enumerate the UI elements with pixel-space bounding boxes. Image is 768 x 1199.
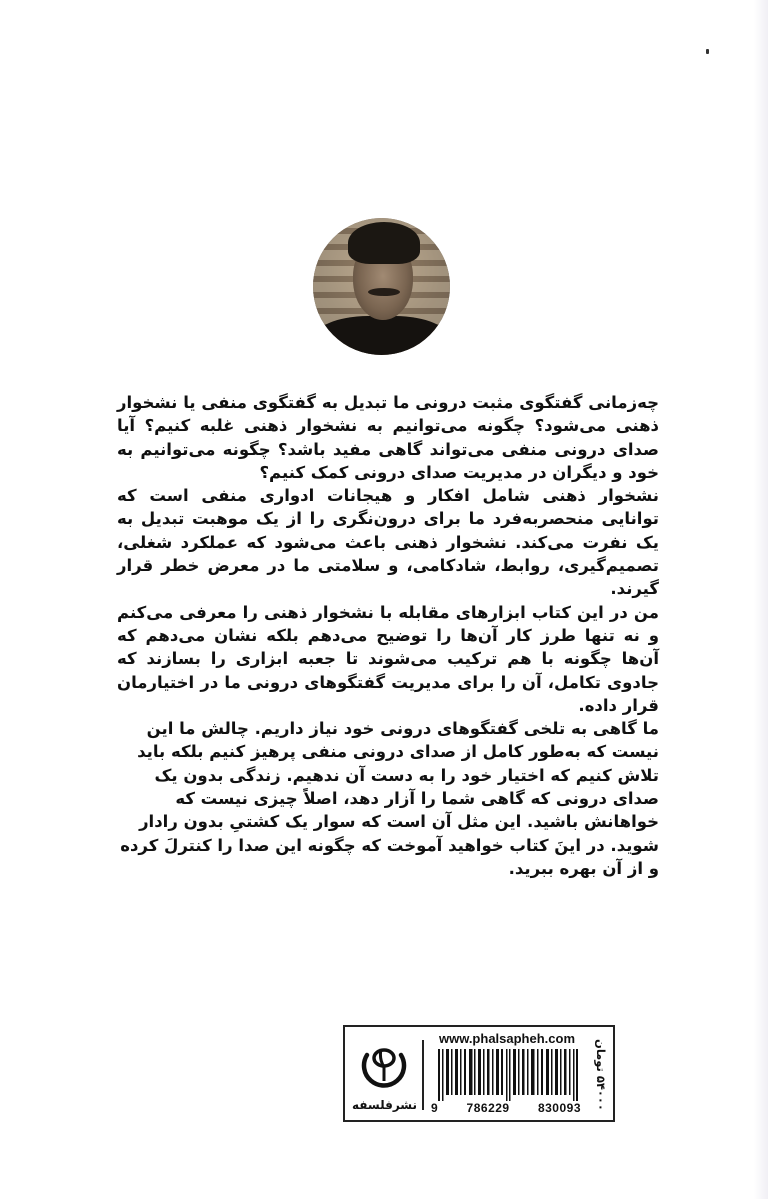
- page-edge-shadow: [754, 0, 768, 1199]
- photo-shoulders: [313, 316, 450, 355]
- price-label: [591, 1035, 611, 1115]
- isbn-number: [431, 1101, 581, 1115]
- isbn-barcode: [438, 1049, 578, 1101]
- photo-mustache: [368, 288, 400, 296]
- isbn-prefix: 9: [431, 1101, 439, 1115]
- photo-hair: [348, 222, 420, 264]
- blurb-paragraph-3: من در این کتاب ابزارهای مقابله با نشخوار ذهنی را معرفی می‌کنم و نه تنها طرز کار آن‌ها را توضیح می‌دهم بلکه نشان می‌دهم که آن‌ها چگونه با هم ترکیب می‌شوند تا جعبه ابزاری را بسازند که جادوی تکامل، آن را برای مدیریت گفتگوهای درونی ما در اختیارمان قرار داده.: [117, 602, 659, 715]
- publisher-logo-icon: [359, 1041, 409, 1091]
- box-separator: [422, 1040, 424, 1110]
- print-speck: [706, 49, 709, 54]
- price-text: ۵۴۰۰۰ تومان: [594, 1039, 608, 1111]
- publisher-name: نشرفلسفه: [351, 1098, 417, 1112]
- author-photo: [313, 218, 450, 355]
- blurb-paragraph-2: نشخوار ذهنی شامل افکار و هیجانات ادواری منفی است که توانایی منحصربه‌فرد ما برای درون‌نگری را از یک موهبت تبدیل به یک نفرت می‌کند. نشخوار ذهنی باعث می‌شود که عملکرد شغلی، تصمیم‌گیری، روابط، شادکامی، و سلامتی ما در معرض خطر قرار گیرند.: [117, 486, 659, 599]
- blurb-paragraph-1: چه‌زمانی گفتگوی مثبت درونی ما تبدیل به گفتگوی منفی یا نشخوار ذهنی می‌شود؟ چگونه می‌توانیم به نشخوار ذهنی غلبه کنیم؟ آیا صدای درونی منفی می‌تواند گاهی مفید باشد؟ چگونه می‌توانیم به خود و دیگران در مدیریت صدای درونی کمک کنیم؟: [117, 393, 659, 482]
- barcode-box: [343, 1025, 615, 1122]
- isbn-group-2: 830093: [537, 1101, 581, 1115]
- back-cover-blurb: [117, 391, 659, 880]
- isbn-group-1: 786229: [466, 1101, 510, 1115]
- publisher-website: www.phalsapheh.com: [438, 1031, 576, 1046]
- blurb-paragraph-4: ما گاهی به تلخی گفتگوهای درونی خود نیاز داریم. چالش ما این نیست که به‌طور کامل از صدای درونی منفی پرهیز کنیم بلکه باید تلاش کنیم که اختیار خود را به دست آن ندهیم. زندگی بدون یک صدای درونی که گاهی شما را آزار دهد، اصلاً چیزی نیست که خواهانش باشید. این مثل آن است که سوار یک کشتیِ بدون رادار شوید. در اینَ کتاب خواهید آموخت که چگونه این صدا را کنترلَ کرده و از آن بهره ببرید.: [120, 719, 659, 878]
